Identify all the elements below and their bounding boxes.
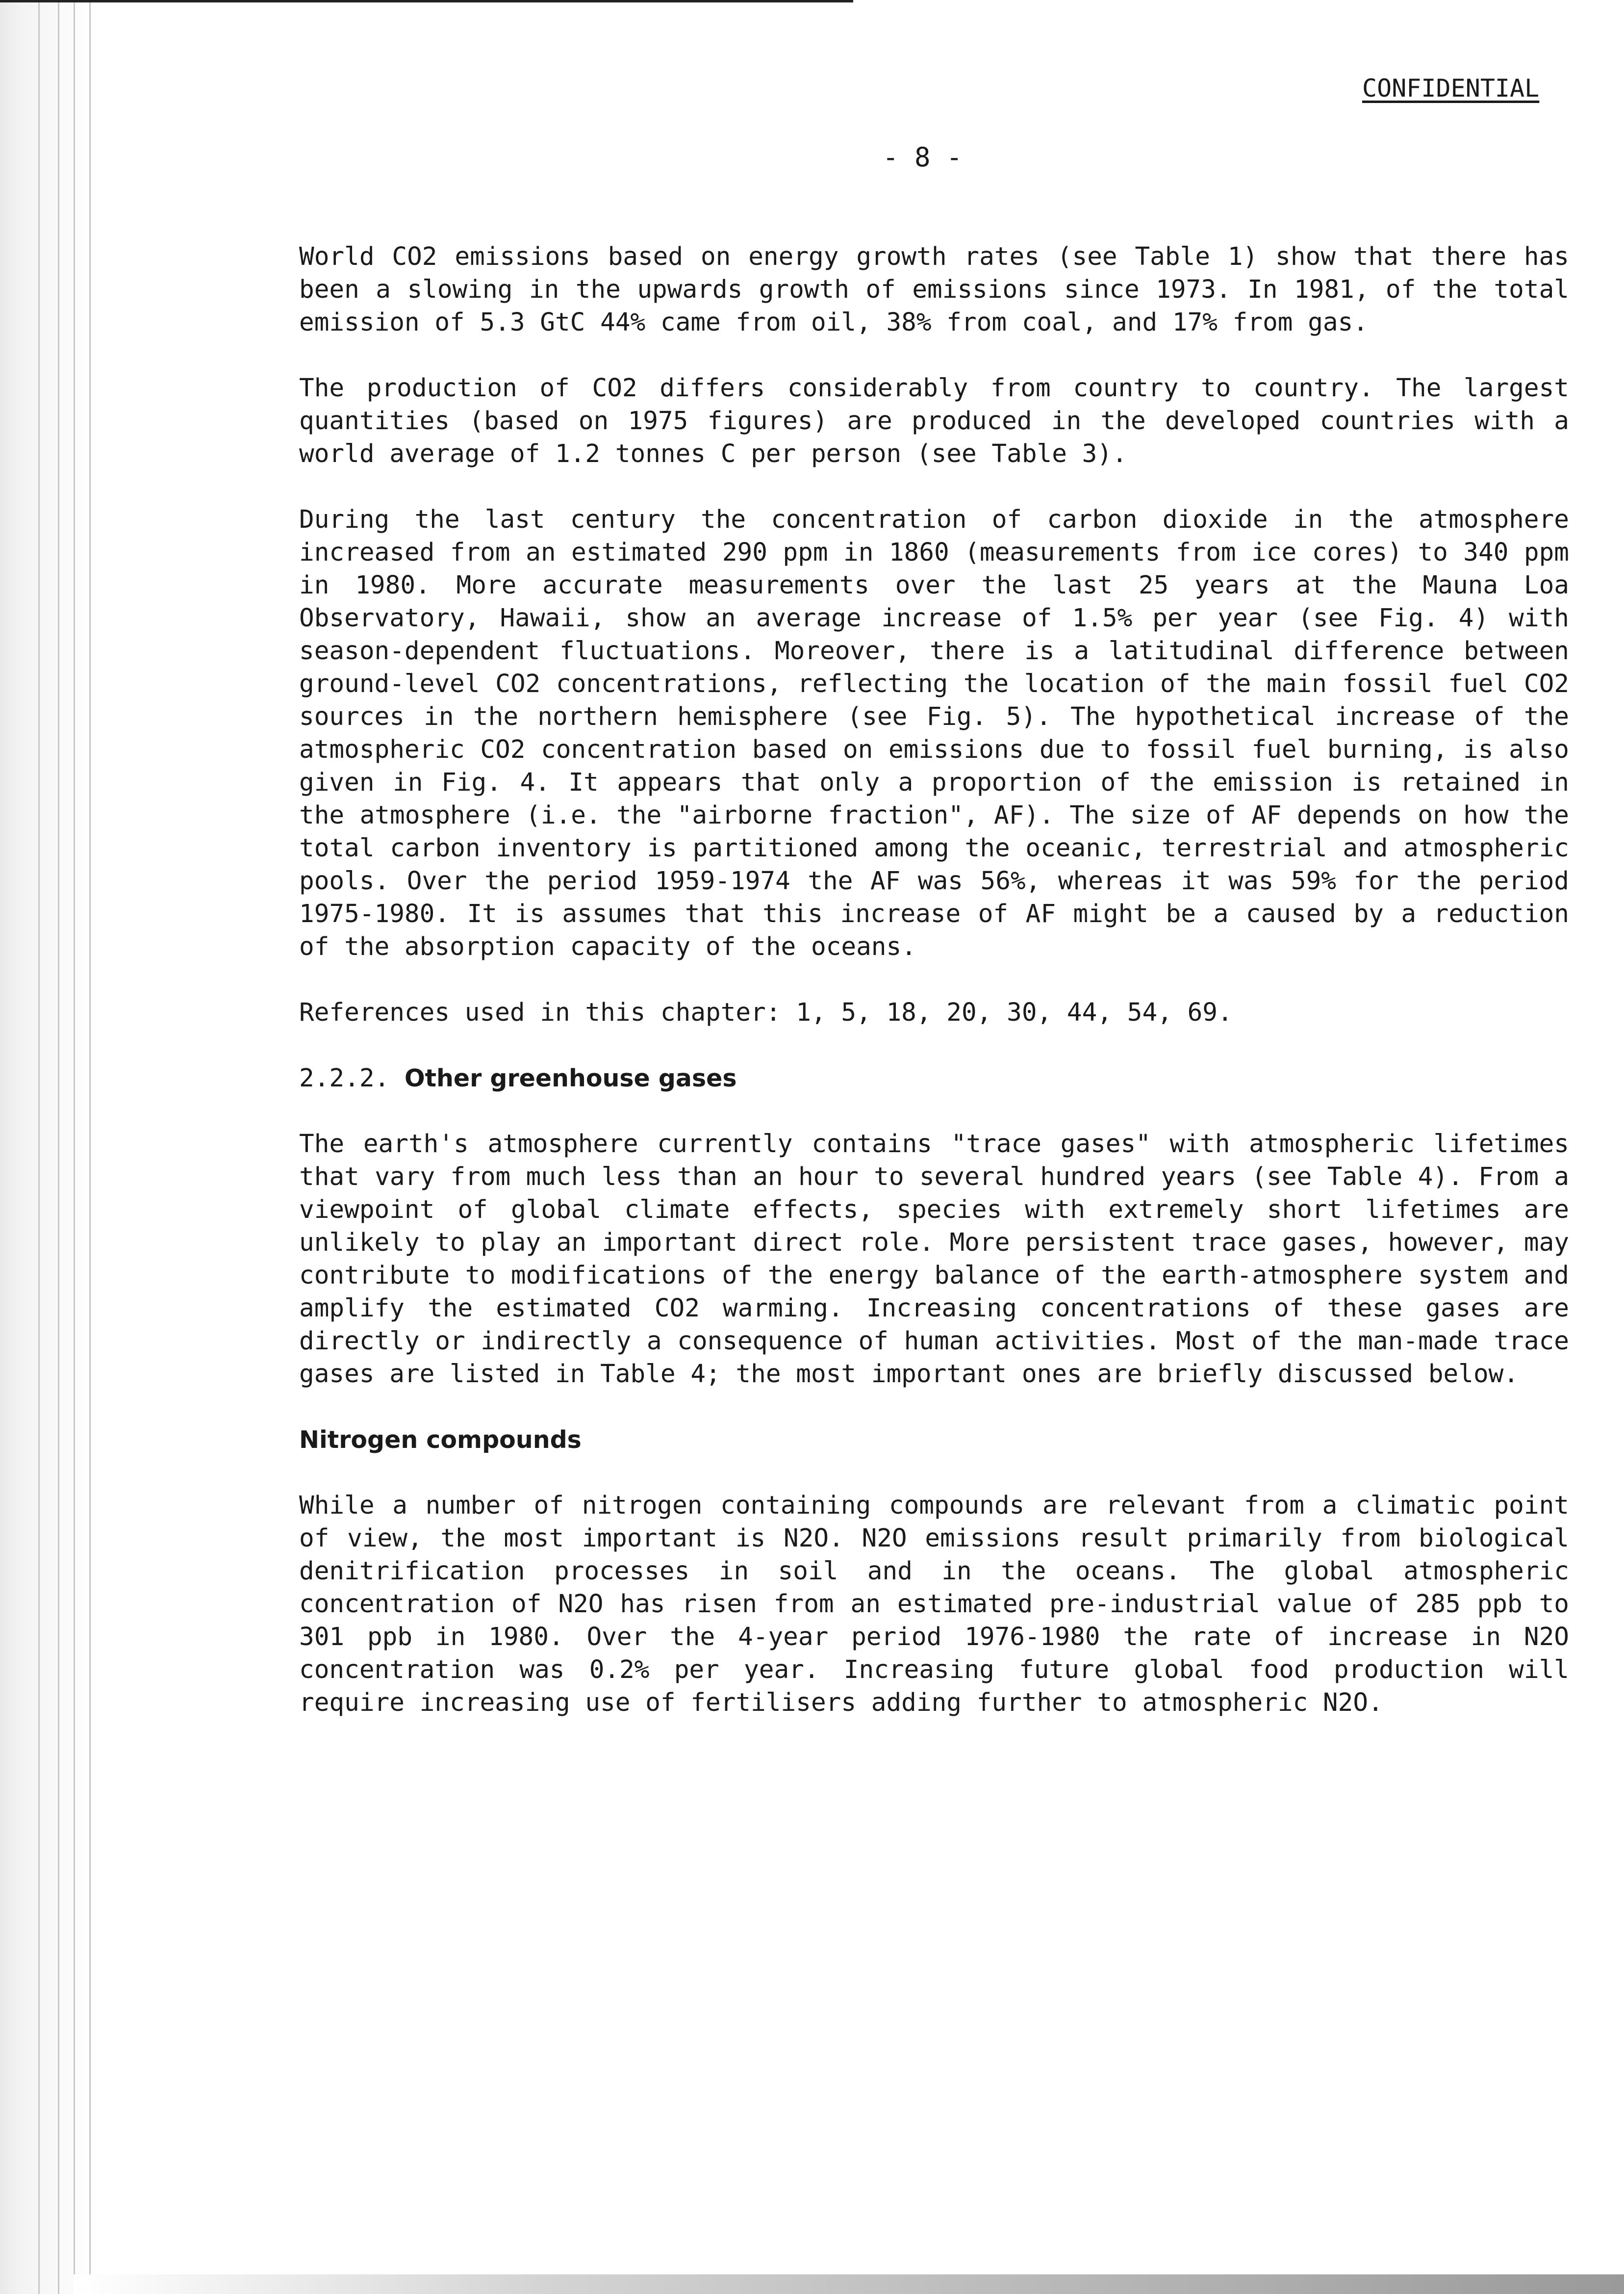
paragraph-nitrogen: While a number of nitrogen containing compounds are relevant from a climatic point of view, the most important is N2O. N2O emissions result primarily from biological denitrification processes in soil and in the oceans. The global atmospheric concentration of N2O has risen from an estimated pre-industrial value of 285 ppb to 301 ppb in 1980. Over the 4-year period 1976-1980 the rate of increase in N2O concentration was 0.2% per year. Increasing future global food production will require increasing use of fertilisers adding further to atmospheric N2O. <box>299 1491 1569 1717</box>
paragraph-co2-production: The production of CO2 differs considerably from country to country. The largest quantities (based on 1975 figures) are produced in the developed countries with a world average of 1.2 tonnes C per person (see Table 3). <box>299 374 1569 468</box>
page-number: - 8 - <box>883 142 963 173</box>
scan-edge-line <box>38 0 40 2294</box>
paragraph-trace-gases: The earth's atmosphere currently contains "trace gases" with atmospheric lifetimes that vary from much less than an hour to several hundred years (see Table 4). From a viewpoint of global climate effects, species with extremely short lifetimes are unlikely to play an important direct role. More persistent trace gases, however, may contribute to modifications of the energy balance of the earth-atmosphere system and amplify the estimated CO2 warming. Increasing concentrations of these gases are directly or indirectly a consequence of human activities. Most of the man-made trace gases are listed in Table 4; the most important ones are briefly discussed below. <box>299 1130 1569 1389</box>
document-body <box>299 240 1569 1752</box>
section-title: Other greenhouse gases <box>404 1064 737 1092</box>
section-number: 2.2.2. <box>299 1064 390 1093</box>
subheading-title: Nitrogen compounds <box>299 1426 582 1454</box>
scan-edge-line <box>74 0 75 2294</box>
top-rule <box>0 0 853 2</box>
paragraph-co2-emissions: World CO2 emissions based on energy growth rates (see Table 1) show that there has been a slowing in the upwards growth of emissions since 1973. In 1981, of the total emission of 5.3 GtC 44% came from oil, 38% from coal, and 17% from gas. <box>299 242 1569 337</box>
subheading <box>299 1423 1569 1456</box>
scan-edge-line <box>89 0 91 2294</box>
confidential-label: CONFIDENTIAL <box>1362 74 1540 103</box>
section-heading <box>299 1062 1569 1095</box>
paragraph-co2-concentration: During the last century the concentration of carbon dioxide in the atmosphere increased from an estimated 290 ppm in 1860 (measurements from ice cores) to 340 ppm in 1980. More accurate measurements over the last 25 years at the Mauna Loa Observatory, Hawaii, show an average increase of 1.5% per year (see Fig. 4) with season-dependent fluctuations. Moreover, there is a latitudinal difference between ground-level CO2 concentrations, reflecting the location of the main fossil fuel CO2 sources in the northern hemisphere (see Fig. 5). The hypothetical increase of the atmospheric CO2 concentration based on emissions due to fossil fuel burning, is also given in Fig. 4. It appears that only a proportion of the emission is retained in the atmosphere (i.e. the "airborne fraction", AF). The size of AF depends on how the total carbon inventory is partitioned among the oceanic, terrestrial and atmospheric pools. Over the period 1959-1974 the AF was 56%, whereas it was 59% for the period 1975-1980. It is assumes that this increase of AF might be a caused by a reduction of the absorption capacity of the oceans. <box>299 505 1569 961</box>
scan-bottom-shadow <box>74 2274 1624 2294</box>
scan-left-edge <box>0 0 98 2294</box>
references-line: References used in this chapter: 1, 5, 18, 20, 30, 44, 54, 69. <box>299 998 1233 1027</box>
scan-edge-line <box>58 0 59 2294</box>
